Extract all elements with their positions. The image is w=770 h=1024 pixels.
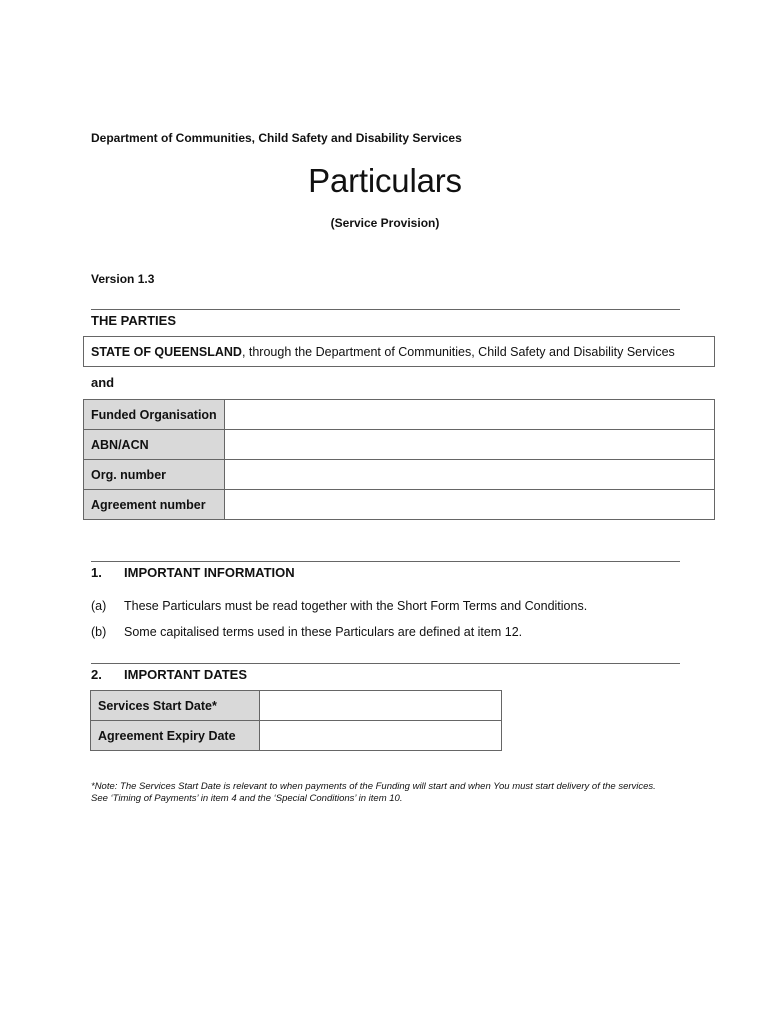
department-name: Department of Communities, Child Safety and Disability Services — [91, 131, 462, 145]
parties-heading: THE PARTIES — [91, 313, 176, 328]
services-start-date-label: Services Start Date* — [91, 691, 260, 721]
state-name: STATE OF QUEENSLAND — [91, 345, 242, 359]
services-start-date-note: *Note: The Services Start Date is relevant to when payments of the Funding will start and when You must start delivery of the services. See ‘Timing of Payments’ in item 4 and the ‘Special Conditions’ in item 10. — [91, 781, 656, 804]
version-label: Version 1.3 — [91, 272, 155, 286]
org-number-label: Org. number — [84, 460, 225, 490]
state-description: , through the Department of Communities, Child Safety and Disability Services — [241, 345, 675, 359]
abn-acn-field[interactable] — [225, 430, 715, 460]
item-b-marker: (b) — [91, 625, 107, 639]
funded-organisation-label: Funded Organisation — [84, 400, 225, 430]
table-row — [91, 721, 502, 751]
divider — [91, 309, 680, 310]
services-start-date-field[interactable] — [260, 691, 502, 721]
table-row — [84, 400, 715, 430]
agreement-expiry-date-field[interactable] — [260, 721, 502, 751]
section-1-heading: IMPORTANT INFORMATION — [124, 565, 295, 580]
table-row — [84, 430, 715, 460]
agreement-number-field[interactable] — [225, 490, 715, 520]
abn-acn-label: ABN/ACN — [84, 430, 225, 460]
table-row — [84, 490, 715, 520]
state-party-box — [83, 336, 715, 367]
item-a-text: These Particulars must be read together with the Short Form Terms and Conditions. — [124, 599, 588, 613]
important-dates-table — [90, 690, 502, 751]
funded-organisation-table — [83, 399, 715, 520]
section-2-heading: IMPORTANT DATES — [124, 667, 248, 682]
section-2-number: 2. — [91, 667, 102, 682]
page-title: Particulars — [308, 162, 462, 199]
and-label: and — [91, 375, 115, 390]
divider — [91, 561, 680, 562]
divider — [91, 663, 680, 664]
table-row — [84, 460, 715, 490]
agreement-number-label: Agreement number — [84, 490, 225, 520]
funded-organisation-field[interactable] — [225, 400, 715, 430]
org-number-field[interactable] — [225, 460, 715, 490]
section-1-number: 1. — [91, 565, 102, 580]
table-row — [91, 691, 502, 721]
agreement-expiry-date-label: Agreement Expiry Date — [91, 721, 260, 751]
item-b-text: Some capitalised terms used in these Particulars are defined at item 12. — [124, 625, 523, 639]
item-a-marker: (a) — [91, 599, 107, 613]
page-subtitle: (Service Provision) — [330, 216, 440, 230]
